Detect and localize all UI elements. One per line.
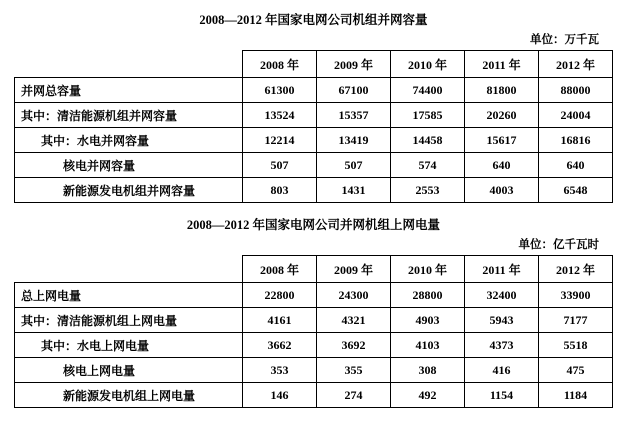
table-cell: 33900 [539, 283, 613, 308]
table-cell: 24004 [539, 103, 613, 128]
row-label: 新能源发电机组上网电量 [15, 383, 243, 408]
table-cell: 507 [317, 153, 391, 178]
table-section-generation [14, 215, 613, 408]
section-spacer [14, 205, 613, 211]
column-header: 2010 年 [391, 256, 465, 283]
table-cell: 15357 [317, 103, 391, 128]
table-cell: 32400 [465, 283, 539, 308]
table-cell: 16816 [539, 128, 613, 153]
table-corner-cell [15, 256, 243, 283]
table-cell: 507 [243, 153, 317, 178]
row-label: 其中：水电并网容量 [15, 128, 243, 153]
unit-label-capacity: 单位：万千瓦 [530, 34, 599, 46]
table-section-capacity [14, 10, 613, 203]
section-title-generation: 2008—2012 年国家电网公司并网机组上网电量 [186, 218, 441, 232]
column-header: 2011 年 [465, 51, 539, 78]
column-header: 2009 年 [317, 256, 391, 283]
table-header-row [15, 256, 613, 283]
table-cell: 574 [391, 153, 465, 178]
table-cell: 74400 [391, 78, 465, 103]
generation-table [14, 255, 613, 408]
table-cell: 15617 [465, 128, 539, 153]
table-cell: 4003 [465, 178, 539, 203]
row-label: 其中：清洁能源机组上网电量 [15, 308, 243, 333]
table-cell: 81800 [465, 78, 539, 103]
table-corner-cell [15, 51, 243, 78]
table-cell: 308 [391, 358, 465, 383]
table-cell: 146 [243, 383, 317, 408]
row-label: 其中：水电上网电量 [15, 333, 243, 358]
column-header: 2010 年 [391, 51, 465, 78]
table-cell: 5943 [465, 308, 539, 333]
table-cell: 22800 [243, 283, 317, 308]
table-row [15, 308, 613, 333]
table-cell: 20260 [465, 103, 539, 128]
table-row [15, 283, 613, 308]
table-row [15, 78, 613, 103]
table-cell: 416 [465, 358, 539, 383]
row-label: 新能源发电机组并网容量 [15, 178, 243, 203]
table-row [15, 153, 613, 178]
table-cell: 5518 [539, 333, 613, 358]
table-cell: 2553 [391, 178, 465, 203]
table-cell: 7177 [539, 308, 613, 333]
table-cell: 1184 [539, 383, 613, 408]
table-cell: 4161 [243, 308, 317, 333]
column-header: 2012 年 [539, 51, 613, 78]
table-row [15, 103, 613, 128]
table-cell: 61300 [243, 78, 317, 103]
column-header: 2011 年 [465, 256, 539, 283]
table-cell: 4103 [391, 333, 465, 358]
table-cell: 3662 [243, 333, 317, 358]
section-title-capacity: 2008—2012 年国家电网公司机组并网容量 [199, 13, 428, 27]
table-cell: 13524 [243, 103, 317, 128]
row-label: 总上网电量 [15, 283, 243, 308]
row-label: 核电上网电量 [15, 358, 243, 383]
column-header: 2008 年 [243, 256, 317, 283]
table-row [15, 178, 613, 203]
table-cell: 492 [391, 383, 465, 408]
table-cell: 13419 [317, 128, 391, 153]
table-cell: 640 [465, 153, 539, 178]
table-cell: 1154 [465, 383, 539, 408]
table-cell: 67100 [317, 78, 391, 103]
table-cell: 803 [243, 178, 317, 203]
row-label: 核电并网容量 [15, 153, 243, 178]
table-row [15, 383, 613, 408]
table-header-row [15, 51, 613, 78]
table-cell: 274 [317, 383, 391, 408]
table-cell: 4903 [391, 308, 465, 333]
table-cell: 475 [539, 358, 613, 383]
table-cell: 355 [317, 358, 391, 383]
table-cell: 14458 [391, 128, 465, 153]
table-cell: 12214 [243, 128, 317, 153]
row-label: 并网总容量 [15, 78, 243, 103]
table-cell: 28800 [391, 283, 465, 308]
capacity-table [14, 50, 613, 203]
table-cell: 17585 [391, 103, 465, 128]
table-cell: 88000 [539, 78, 613, 103]
table-cell: 6548 [539, 178, 613, 203]
table-cell: 4373 [465, 333, 539, 358]
column-header: 2009 年 [317, 51, 391, 78]
column-header: 2012 年 [539, 256, 613, 283]
table-cell: 24300 [317, 283, 391, 308]
table-cell: 4321 [317, 308, 391, 333]
table-row [15, 358, 613, 383]
table-cell: 353 [243, 358, 317, 383]
table-row [15, 128, 613, 153]
column-header: 2008 年 [243, 51, 317, 78]
table-cell: 1431 [317, 178, 391, 203]
table-cell: 3692 [317, 333, 391, 358]
unit-label-generation: 单位：亿千瓦时 [518, 239, 599, 251]
row-label: 其中：清洁能源机组并网容量 [15, 103, 243, 128]
table-cell: 640 [539, 153, 613, 178]
table-row [15, 333, 613, 358]
